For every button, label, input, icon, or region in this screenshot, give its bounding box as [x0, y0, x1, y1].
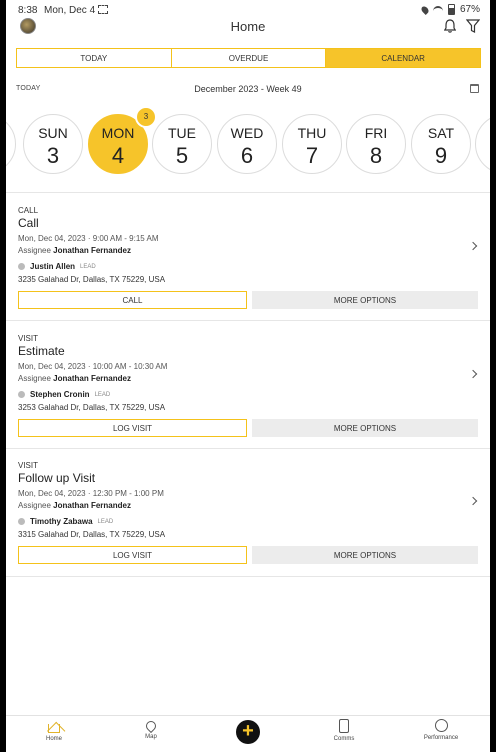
- nav-label: Comms: [333, 736, 355, 742]
- day-thu[interactable]: [282, 114, 342, 174]
- contact-name: Stephen Cronin: [30, 390, 90, 399]
- phone-icon: [339, 719, 349, 733]
- day-date: 9: [434, 143, 448, 168]
- location-icon: [420, 5, 430, 15]
- day-date: 5: [175, 143, 189, 168]
- activity-title: Follow up Visit: [18, 471, 96, 485]
- day-date: 8: [369, 143, 383, 168]
- contact-tag: LEAD: [80, 263, 96, 270]
- tab-today[interactable]: TODAY: [17, 49, 172, 67]
- call-button[interactable]: CALL: [18, 291, 247, 309]
- divider: [6, 576, 490, 577]
- day-name: WED: [230, 125, 264, 141]
- activity-card[interactable]: [6, 334, 490, 454]
- contact-dot-icon: [18, 391, 25, 398]
- contact-dot-icon: [18, 518, 25, 525]
- more-options-button[interactable]: MORE OPTIONS: [252, 546, 478, 564]
- day-date: 6: [240, 143, 254, 168]
- day-name: MON: [101, 125, 135, 141]
- day-name: SAT: [427, 125, 455, 141]
- assignee-label: Assignee: [18, 246, 51, 255]
- divider: [6, 448, 490, 449]
- day-name: FRI: [364, 125, 388, 141]
- view-tabs: [16, 48, 481, 68]
- nav-performance[interactable]: [411, 719, 471, 741]
- chevron-right-icon[interactable]: [469, 370, 477, 378]
- activity-type: CALL: [18, 206, 39, 215]
- page-title: Home: [230, 19, 266, 34]
- battery-level: 67%: [459, 4, 480, 15]
- app-screen: [6, 0, 490, 752]
- week-day-strip: [6, 112, 490, 176]
- plus-icon: +: [242, 720, 254, 742]
- day-tue[interactable]: [152, 114, 212, 174]
- divider: [6, 192, 490, 193]
- activity-address: 3315 Galahad Dr, Dallas, TX 75229, USA: [18, 530, 166, 539]
- activity-count-badge: 3: [135, 106, 157, 128]
- more-options-button[interactable]: MORE OPTIONS: [252, 419, 478, 437]
- tab-overdue[interactable]: OVERDUE: [172, 49, 327, 67]
- activity-address: 3235 Galahad Dr, Dallas, TX 75229, USA: [18, 275, 166, 284]
- contact-tag: LEAD: [94, 391, 111, 398]
- assignee-label: Assignee: [18, 501, 51, 510]
- home-icon: [48, 724, 60, 733]
- activity-contact[interactable]: [18, 390, 110, 399]
- activity-title: Call: [18, 216, 39, 230]
- nav-label: Map: [145, 734, 157, 740]
- contact-tag: LEAD: [97, 518, 114, 525]
- activity-card[interactable]: [6, 206, 490, 326]
- day-name: THU: [297, 125, 327, 141]
- day-name: TUE: [168, 125, 196, 141]
- log-visit-button[interactable]: LOG VISIT: [18, 546, 247, 564]
- activity-contact[interactable]: [18, 262, 96, 271]
- activity-type: VISIT: [18, 461, 39, 470]
- map-pin-icon: [144, 719, 158, 733]
- nav-label: Home: [45, 736, 62, 742]
- activity-assignee: [18, 374, 131, 383]
- day-previous-partial[interactable]: [6, 114, 16, 174]
- day-sat[interactable]: [411, 114, 471, 174]
- assignee-name: Jonathan Fernandez: [53, 374, 131, 383]
- activity-time: Mon, Dec 04, 2023 · 12:30 PM - 1:00 PM: [18, 489, 164, 498]
- activity-time: Mon, Dec 04, 2023 · 9:00 AM - 9:15 AM: [18, 234, 159, 243]
- day-fri[interactable]: [346, 114, 406, 174]
- day-sun[interactable]: [23, 114, 83, 174]
- day-next-partial[interactable]: [475, 114, 490, 174]
- day-date: 4: [111, 143, 125, 168]
- activity-contact[interactable]: [18, 517, 113, 526]
- status-time: 8:38: [18, 5, 38, 16]
- contact-name: Timothy Zabawa: [30, 517, 93, 526]
- day-wed[interactable]: [217, 114, 277, 174]
- activity-address: 3253 Galahad Dr, Dallas, TX 75229, USA: [18, 403, 166, 412]
- nav-home[interactable]: [24, 719, 84, 742]
- activity-title: Estimate: [18, 344, 65, 358]
- contact-dot-icon: [18, 263, 25, 270]
- status-date: Mon, Dec 4: [44, 5, 96, 16]
- activity-type: VISIT: [18, 334, 39, 343]
- activity-card[interactable]: [6, 461, 490, 581]
- bottom-navigation: [6, 715, 490, 752]
- day-date: 7: [305, 143, 319, 168]
- chevron-right-icon[interactable]: [469, 242, 477, 250]
- day-name: SUN: [38, 125, 68, 141]
- chevron-right-icon[interactable]: [469, 497, 477, 505]
- filter-icon[interactable]: [466, 19, 480, 33]
- day-date: 3: [46, 143, 60, 168]
- activity-time: Mon, Dec 04, 2023 · 10:00 AM - 10:30 AM: [18, 362, 168, 371]
- nav-comms[interactable]: [314, 719, 374, 742]
- wifi-icon: [433, 6, 443, 14]
- app-header: [6, 14, 490, 40]
- assignee-name: Jonathan Fernandez: [53, 246, 131, 255]
- assignee-label: Assignee: [18, 374, 51, 383]
- screenshot-icon: [98, 5, 108, 14]
- divider: [6, 320, 490, 321]
- today-button[interactable]: TODAY: [16, 85, 41, 92]
- tab-calendar[interactable]: CALENDAR: [326, 49, 480, 67]
- nav-map[interactable]: [121, 719, 181, 740]
- contact-name: Justin Allen: [30, 262, 76, 271]
- more-options-button[interactable]: MORE OPTIONS: [252, 291, 478, 309]
- assignee-name: Jonathan Fernandez: [53, 501, 131, 510]
- gauge-icon: [435, 719, 448, 732]
- activity-assignee: [18, 501, 131, 510]
- bell-icon[interactable]: [444, 19, 456, 33]
- calendar-icon[interactable]: [470, 84, 479, 93]
- week-label: December 2023 - Week 49: [194, 84, 302, 94]
- log-visit-button[interactable]: LOG VISIT: [18, 419, 247, 437]
- add-button[interactable]: [236, 720, 260, 744]
- nav-label: Performance: [423, 735, 459, 741]
- activity-assignee: [18, 246, 131, 255]
